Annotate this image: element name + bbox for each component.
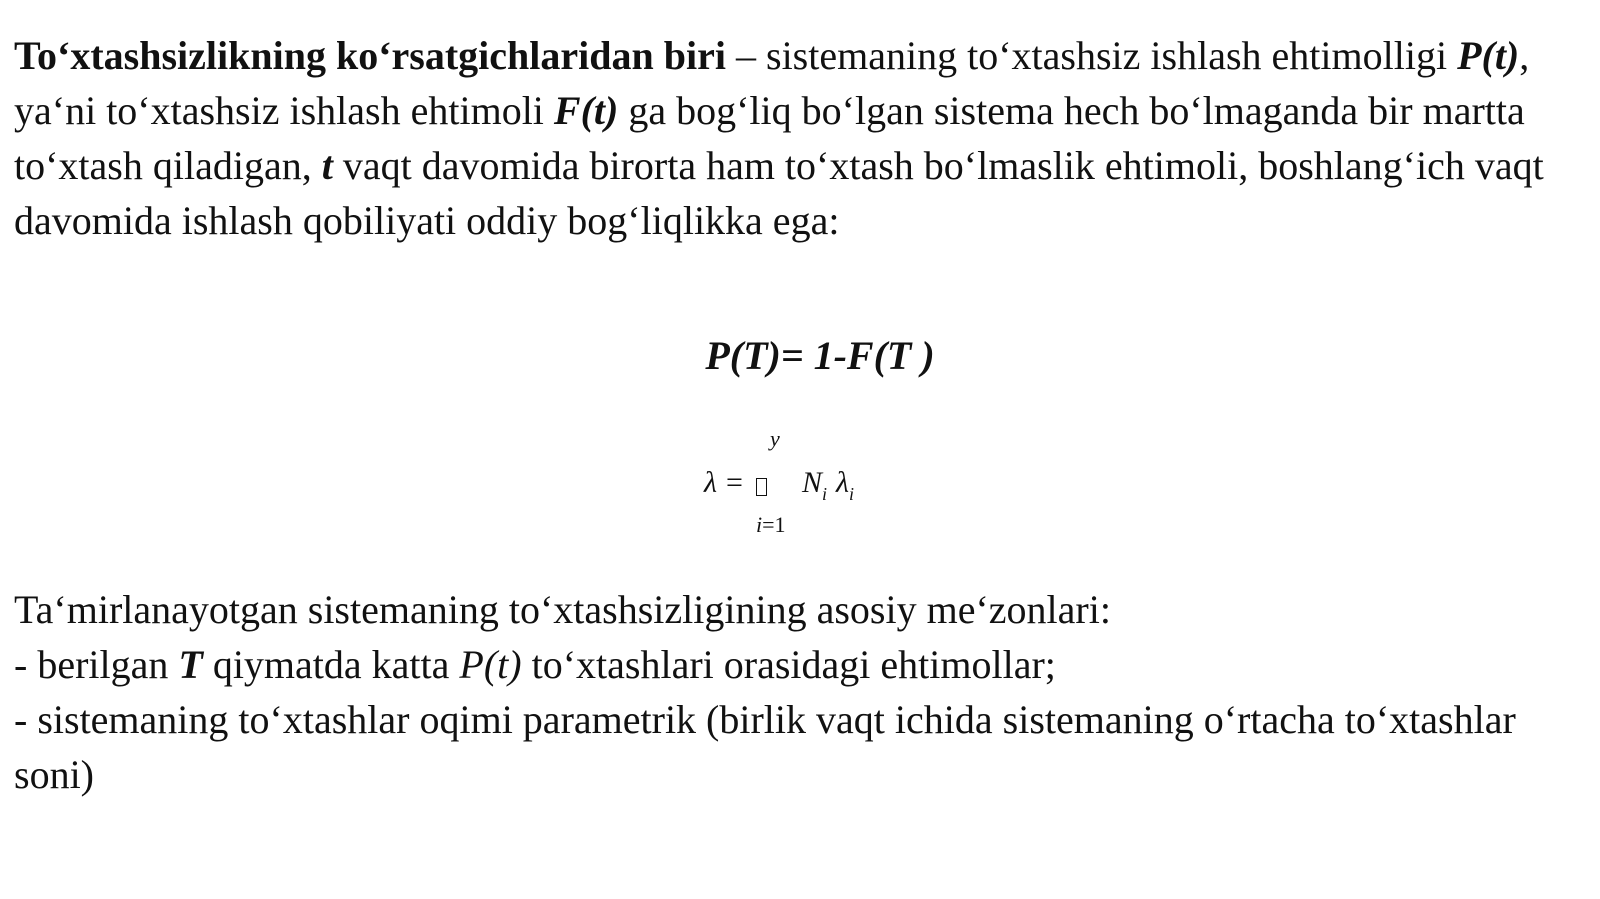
- intro-text-d: vaqt davomida birorta ham to‘xtash bo‘lmaslik ehtimoli, boshlang‘ich vaqt davomida ishlash qobiliyati oddiy bog‘liqlikka ega:: [14, 143, 1544, 243]
- criteria-section: [14, 582, 1586, 802]
- sum-n: N: [802, 466, 823, 499]
- intro-t-variable: t: [321, 143, 333, 188]
- sum-lambda-subscript: i: [849, 484, 855, 504]
- document-page: [14, 28, 1586, 797]
- sum-lambda: λ: [704, 466, 717, 499]
- item1-t-variable: T: [178, 642, 203, 687]
- sum-formula: [704, 426, 904, 546]
- intro-p-of-t: P(t): [1457, 33, 1520, 78]
- sum-lower-rest: =1: [762, 512, 786, 537]
- intro-f-of-t: F(t): [553, 88, 619, 133]
- sum-lower-var: i: [756, 512, 763, 537]
- sum-lambda-i-term: [836, 466, 855, 504]
- criteria-heading: Ta‘mirlanayotgan sistemaning to‘xtashsizligining asosiy me‘zonlari:: [14, 587, 1111, 632]
- criteria-item-1: [14, 637, 1586, 692]
- intro-paragraph: [14, 28, 1586, 248]
- sum-upper-limit: y: [770, 426, 780, 451]
- item1-text-c: to‘xtashlari orasidagi ehtimollar;: [521, 642, 1056, 687]
- main-formula: P(T)= 1-F(T ): [705, 333, 935, 378]
- sum-equals: =: [726, 466, 743, 499]
- sum-n-term: [802, 466, 828, 504]
- sum-lambda-i: λ: [836, 466, 849, 499]
- intro-bold-lead: To‘xtashsizlikning ko‘rsatgichlaridan biri: [14, 33, 726, 78]
- item1-text-b: qiymatda katta: [202, 642, 460, 687]
- criteria-item-2: - sistemaning to‘xtashlar oqimi parametrik (birlik vaqt ichida sistemaning o‘rtacha to‘xtashlar soni): [14, 697, 1516, 797]
- item1-p-of-t: P(t): [459, 642, 522, 687]
- intro-text-c: ga bog‘liq bo‘lgan sistema hech bo‘lmaganda bir martta to‘xtash qiladigan,: [14, 88, 1525, 188]
- item1-text-a: - berilgan: [14, 642, 179, 687]
- intro-text-a: – sistemaning to‘xtashsiz ishlash ehtimolligi: [726, 33, 1458, 78]
- sum-lower-limit: [756, 512, 786, 538]
- missing-glyph-box: [756, 478, 767, 496]
- sum-n-subscript: i: [822, 484, 828, 504]
- intro-text-b: , ya‘ni to‘xtashsiz ishlash ehtimoli: [14, 33, 1530, 133]
